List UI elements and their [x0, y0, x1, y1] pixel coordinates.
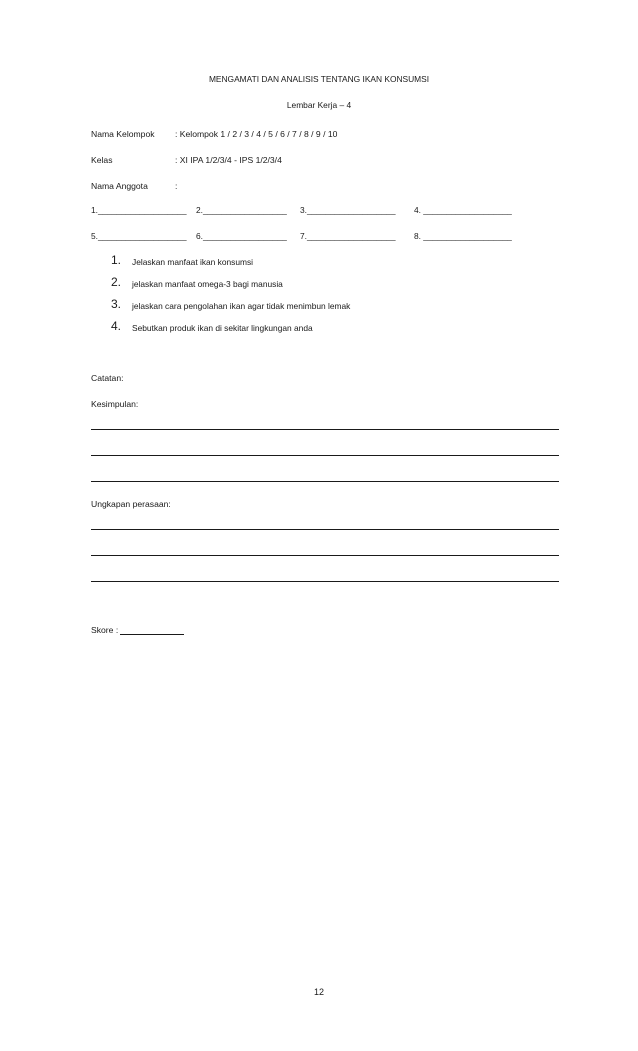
- class-value: : XI IPA 1/2/3/4 - IPS 1/2/3/4: [175, 155, 282, 165]
- page-title: MENGAMATI DAN ANALISIS TENTANG IKAN KONSUMSI: [208, 74, 430, 84]
- kesimpulan-line-2[interactable]: [91, 455, 559, 456]
- question-text: Jelaskan manfaat ikan konsumsi: [132, 257, 254, 267]
- ungkapan-label: Ungkapan perasaan:: [91, 499, 171, 509]
- question-text: jelaskan cara pengolahan ikan agar tidak menimbun lemak: [132, 301, 351, 311]
- skore-blank[interactable]: [120, 634, 184, 635]
- skore-label: Skore :: [91, 625, 119, 635]
- page-subtitle: Lembar Kerja – 4: [286, 100, 352, 110]
- members-value: :: [175, 181, 178, 191]
- member-blank-6[interactable]: 6.__________________: [196, 231, 287, 241]
- member-blank-5[interactable]: 5.___________________: [91, 231, 187, 241]
- page-number: 12: [313, 987, 324, 997]
- question-text: Sebutkan produk ikan di sekitar lingkungan anda: [132, 323, 313, 333]
- class-label: Kelas: [91, 155, 113, 165]
- question-number: 3.: [111, 297, 122, 311]
- member-blank-1[interactable]: 1.___________________: [91, 205, 187, 215]
- member-blank-8[interactable]: 8. ___________________: [414, 231, 512, 241]
- kesimpulan-label: Kesimpulan:: [91, 399, 139, 409]
- group-label: Nama Kelompok: [91, 129, 155, 139]
- ungkapan-line-3[interactable]: [91, 581, 559, 582]
- member-blank-2[interactable]: 2.__________________: [196, 205, 287, 215]
- ungkapan-line-2[interactable]: [91, 555, 559, 556]
- question-number: 4.: [111, 319, 122, 333]
- question-number: 1.: [111, 253, 122, 267]
- question-text: jelaskan manfaat omega-3 bagi manusia: [132, 279, 283, 289]
- question-number: 2.: [111, 275, 122, 289]
- ungkapan-line-1[interactable]: [91, 529, 559, 530]
- member-blank-4[interactable]: 4. ___________________: [414, 205, 512, 215]
- kesimpulan-line-1[interactable]: [91, 429, 559, 430]
- member-blank-3[interactable]: 3.___________________: [300, 205, 396, 215]
- kesimpulan-line-3[interactable]: [91, 481, 559, 482]
- members-label: Nama Anggota: [91, 181, 148, 191]
- group-value: : Kelompok 1 / 2 / 3 / 4 / 5 / 6 / 7 / 8 / 9 / 10: [175, 129, 338, 139]
- member-blank-7[interactable]: 7.___________________: [300, 231, 396, 241]
- catatan-label: Catatan:: [91, 373, 124, 383]
